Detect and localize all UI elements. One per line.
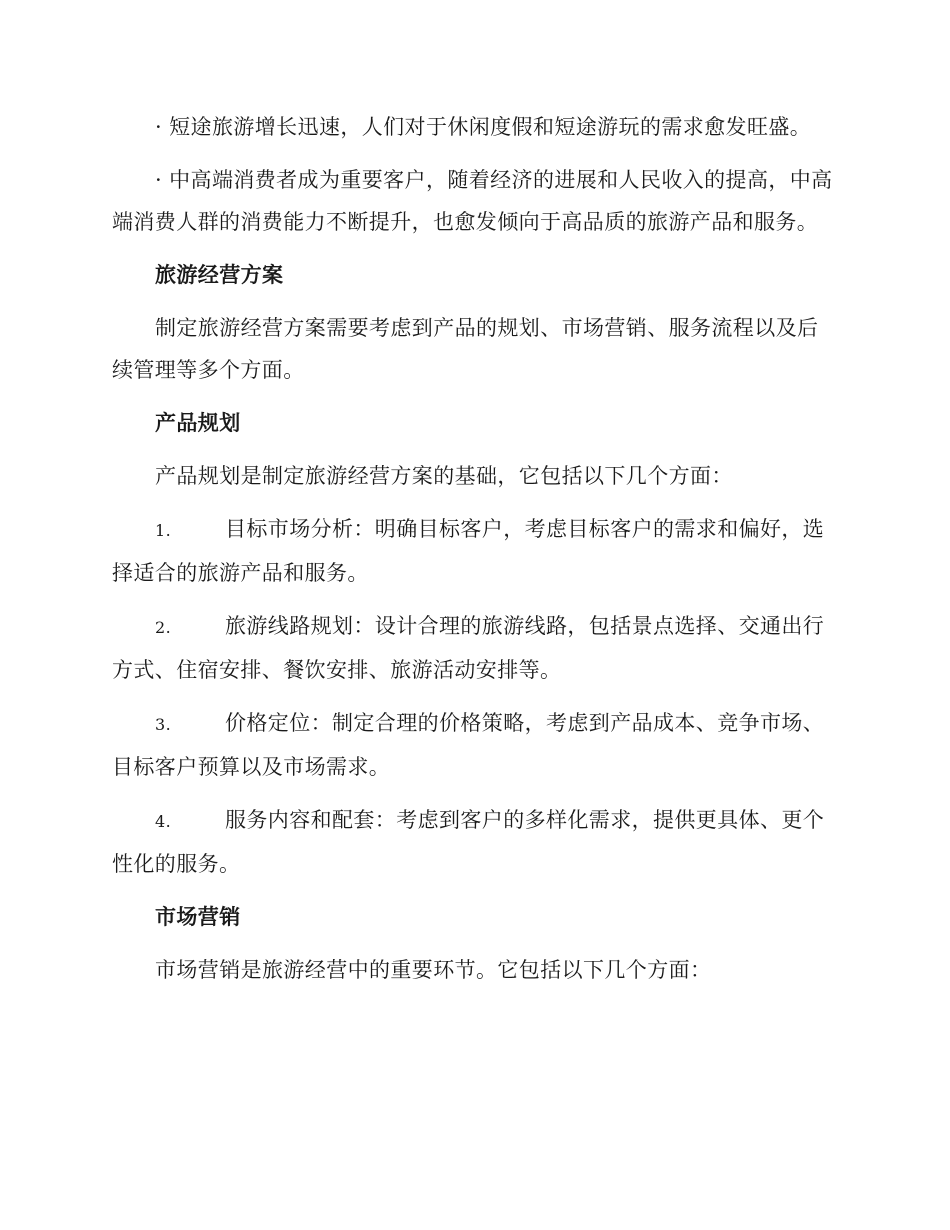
bullet-paragraph-short-trips: · 短途旅游增长迅速，人们对于休闲度假和短途游玩的需求愈发旺盛。: [155, 115, 812, 139]
heading-operation-plan: 旅游经营方案: [155, 263, 284, 287]
document-body: [112, 106, 834, 1002]
list-number: 1.: [155, 521, 172, 540]
list-item: [112, 702, 834, 788]
list-text: 价格定位：制定合理的价格策略，考虑到产品成本、竞争市场、目标客户预算以及市场需求。: [112, 711, 825, 779]
list-text: 目标市场分析：明确目标客户，考虑目标客户的需求和偏好，选择适合的旅游产品和服务。: [112, 517, 825, 585]
list-item: [112, 605, 834, 691]
bullet-paragraph-high-end-consumers: · 中高端消费者成为重要客户，随着经济的进展和人民收入的提高，中高端消费人群的消费能力不断提升，也愈发倾向于高品质的旅游产品和服务。: [112, 168, 833, 234]
list-item: [112, 508, 834, 594]
heading-marketing: 市场营销: [155, 905, 241, 929]
list-number: 4.: [155, 812, 172, 831]
list-number: 2.: [155, 618, 172, 637]
paragraph-product-intro: 产品规划是制定旅游经营方案的基础，它包括以下几个方面：: [155, 464, 733, 488]
list-text: 旅游线路规划：设计合理的旅游线路，包括景点选择、交通出行方式、住宿安排、餐饮安排、旅游活动安排等。: [112, 614, 825, 682]
paragraph-marketing-intro: 市场营销是旅游经营中的重要环节。它包括以下几个方面：: [155, 958, 712, 982]
list-text: 服务内容和配套：考虑到客户的多样化需求，提供更具体、更个性化的服务。: [112, 808, 825, 876]
list-item: [112, 799, 834, 885]
paragraph-operation-plan: 制定旅游经营方案需要考虑到产品的规划、市场营销、服务流程以及后续管理等多个方面。: [112, 316, 819, 382]
list-number: 3.: [155, 715, 172, 734]
heading-product-planning: 产品规划: [155, 411, 241, 435]
